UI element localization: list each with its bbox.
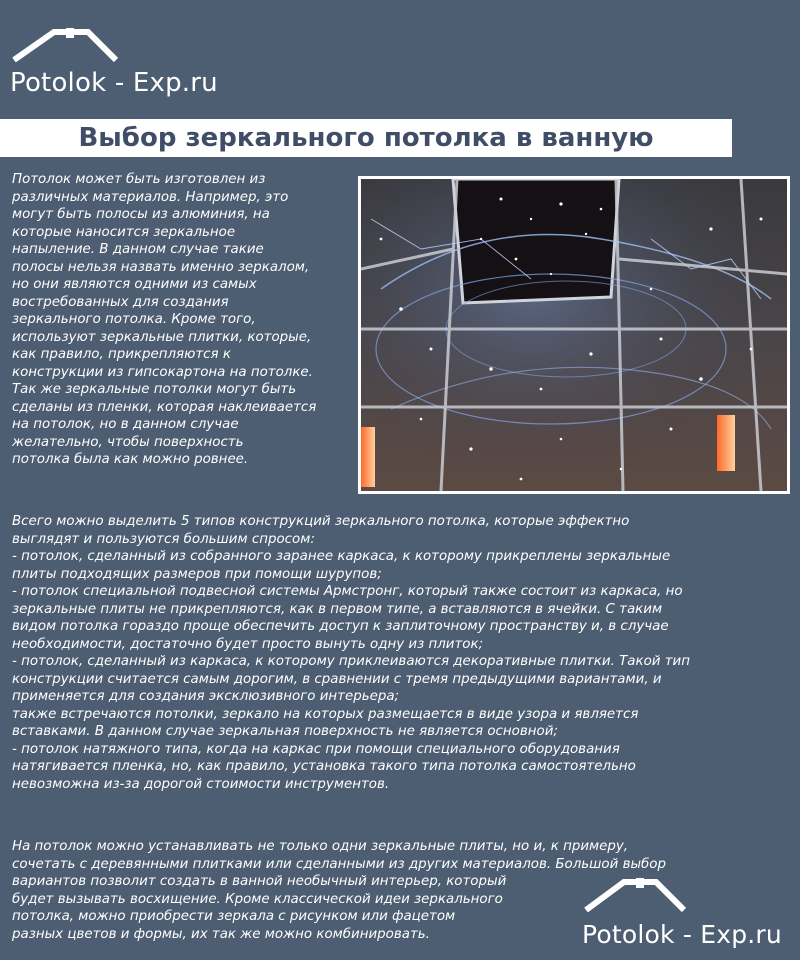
- title-bar: [0, 119, 732, 157]
- text-line: различных материалов. Например, это: [12, 189, 289, 205]
- text-line: но они являются одними из самых: [12, 277, 257, 292]
- text-line: Так же зеркальные потолки могут быть: [12, 382, 297, 397]
- text-line: необходимости, достаточно будет просто вынуть одну из плиток;: [12, 636, 484, 652]
- mirror-ceiling-photo: [358, 176, 790, 494]
- text-line: на потолок, но в данном случае: [12, 417, 239, 432]
- text-line: - потолок, сделанный из каркаса, к которому приклеиваются декоративные плитки. Такой тип: [12, 654, 690, 669]
- text-line: полосы нельзя назвать именно зеркалом,: [12, 259, 310, 275]
- text-line: желательно, чтобы поверхность: [12, 434, 244, 450]
- text-line: - потолок специальной подвесной системы Армстронг, который также состоит из каркаса, но: [12, 584, 683, 599]
- text-line: Потолок может быть изготовлен из: [12, 172, 266, 187]
- text-line: вариантов позволит создать в ванной необычный интерьер, который: [12, 874, 507, 889]
- logo-text: Potolok - Exp.ru: [10, 68, 218, 98]
- text-line: натягивается пленка, но, как правило, установка такого типа потолка самостоятельно: [12, 759, 636, 774]
- text-line: зеркального потолка. Кроме того,: [12, 312, 256, 327]
- text-line: видом потолка гораздо проще обеспечить доступ к заплиточному пространству и, в случае: [12, 619, 669, 634]
- text-line: - потолок, сделанный из собранного заранее каркаса, к которому прикреплены зеркальные: [12, 549, 671, 564]
- text-line: востребованных для создания: [12, 294, 229, 310]
- text-line: конструкции считается самым дорогим, в сравнении с тремя предыдущими вариантами, и: [12, 671, 662, 687]
- house-roof-icon: [582, 878, 686, 912]
- intro-paragraph: [12, 171, 356, 469]
- text-line: невозможна из-за дорогой стоимости инструментов.: [12, 776, 390, 792]
- text-line: применяется для создания эксклюзивного интерьера;: [12, 689, 400, 704]
- text-line: также встречаются потолки, зеркало на которых размещается в виде узора и является: [12, 706, 639, 722]
- site-logo-top[interactable]: [10, 28, 218, 98]
- text-line: плиты подходящих размеров при помощи шурупов;: [12, 566, 382, 582]
- text-line: используют зеркальные плитки, которые,: [12, 329, 312, 345]
- types-list-paragraph: [12, 513, 788, 793]
- text-line: сделаны из пленки, которая наклеивается: [12, 399, 317, 415]
- text-line: напыление. В данном случае такие: [12, 242, 264, 257]
- text-line: выглядят и пользуются большим спросом:: [12, 531, 315, 547]
- text-line: которые наносится зеркальное: [12, 224, 236, 240]
- text-line: сочетать с деревянными плитками или сделанными из других материалов. Большой выбор: [12, 856, 667, 872]
- text-line: могут быть полосы из алюминия, на: [12, 207, 270, 222]
- logo-text: Potolok - Exp.ru: [582, 920, 782, 949]
- text-line: потолка была как можно ровнее.: [12, 452, 249, 467]
- text-line: На потолок можно устанавливать не только одни зеркальные плиты, но и, к примеру,: [12, 839, 629, 854]
- text-line: вставками. В данном случае зеркальная поверхность не является основной;: [12, 724, 558, 739]
- house-roof-icon: [10, 28, 118, 62]
- text-line: - потолок натяжного типа, когда на каркас при помощи специального оборудования: [12, 741, 620, 757]
- page-title: Выбор зеркального потолка в ванную: [78, 123, 654, 153]
- text-line: как правило, прикрепляются к: [12, 347, 231, 362]
- text-line: разных цветов и формы, их так же можно комбинировать.: [12, 926, 430, 942]
- text-line: конструкции из гипсокартона на потолке.: [12, 364, 313, 380]
- text-line: Всего можно выделить 5 типов конструкций зеркального потолка, которые эффектно: [12, 514, 630, 529]
- text-line: потолка, можно приобрести зеркала с рисунком или фацетом: [12, 909, 456, 924]
- text-line: будет вызывать восхищение. Кроме классической идеи зеркального: [12, 891, 503, 907]
- outro-paragraph: [12, 838, 788, 873]
- text-line: зеркальные плиты не прикрепляются, как в первом типе, а вставляются в ячейки. С таким: [12, 601, 663, 617]
- site-logo-bottom[interactable]: [582, 878, 782, 949]
- outro-paragraph-continued: [12, 873, 572, 943]
